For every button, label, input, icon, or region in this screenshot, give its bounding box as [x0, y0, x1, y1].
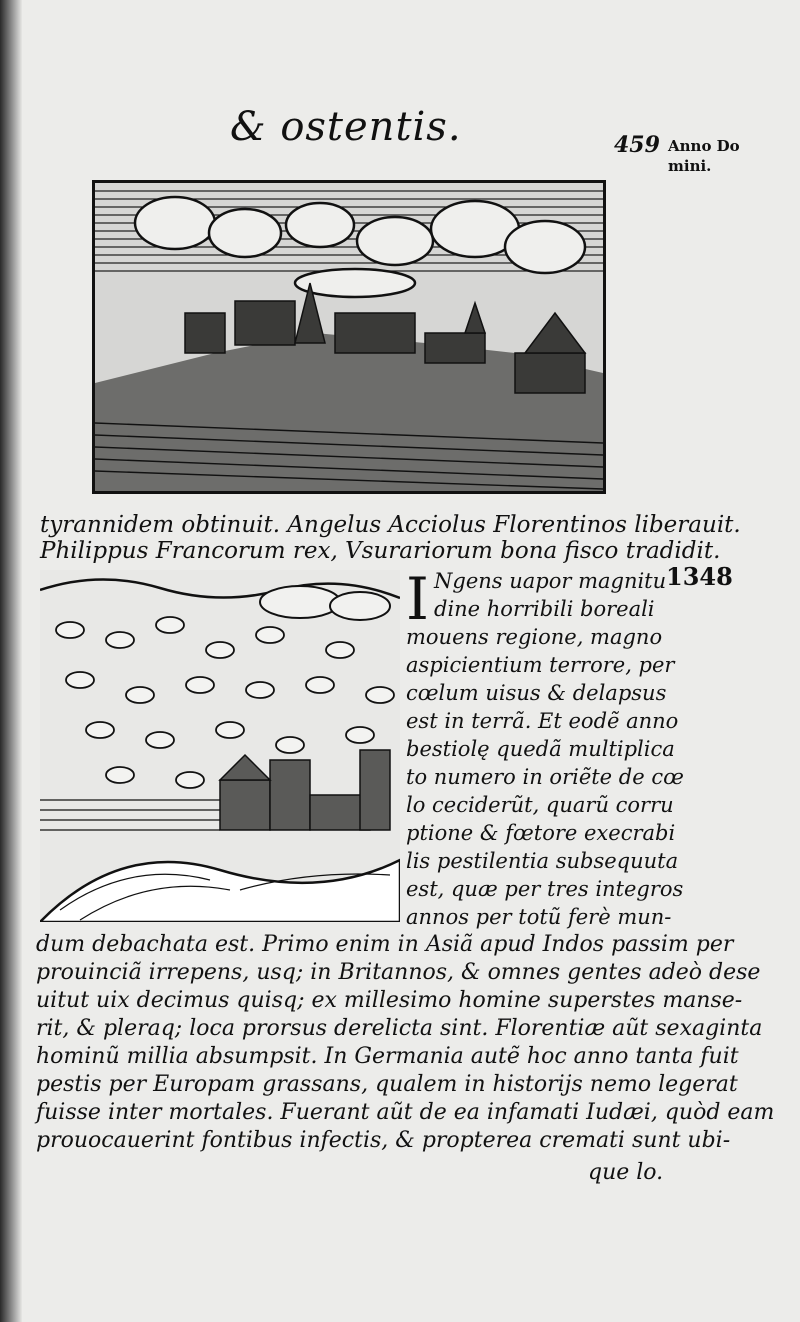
- text-line: hominũ millia absumpsit. In Germania autẽ hoc anno tanta fuit: [36, 1044, 739, 1069]
- woodcut-falling-creatures: [40, 570, 400, 922]
- text-line: prouocauerint fontibus infectis, & propterea cremati sunt ubi-: [36, 1128, 731, 1153]
- text-line: rit, & pleraq; loca prorsus derelicta sint. Florentiæ aũt sexaginta: [36, 1016, 763, 1041]
- text-line: dum debachata est. Primo enim in Asiã apud Indos passim per: [36, 932, 734, 957]
- margin-note-line: mini.: [668, 157, 712, 175]
- column-line: dine horribili boreali: [434, 597, 655, 621]
- drop-initial: I: [406, 565, 429, 633]
- column-line: lo ceciderũt, quarũ corru: [406, 793, 674, 817]
- column-line: est in terrã. Et eodẽ anno: [406, 709, 679, 733]
- text-line: Philippus Francorum rex, Vsurariorum bona fisco tradidit.: [40, 538, 721, 564]
- running-head: & ostentis.: [230, 104, 462, 150]
- column-line: Ngens uapor magnitu: [434, 569, 667, 593]
- column-line: ptione & fœtore execrabi: [406, 821, 676, 845]
- text-line: fuisse inter mortales. Fuerant aũt de ea infamati Iudæi, quòd eam: [36, 1100, 775, 1125]
- column-line: mouens regione, magno: [406, 625, 663, 649]
- woodcut-storm-town: [92, 180, 606, 494]
- text-line: uitut uix decimus quisq; ex millesimo homine superstes manse-: [36, 988, 743, 1013]
- text-line: pestis per Europam grassans, qualem in historijs nemo legerat: [36, 1072, 738, 1097]
- page-number: 459: [614, 132, 660, 158]
- catchword: que lo.: [588, 1160, 664, 1185]
- woodcut-falling-creatures-image: [40, 570, 400, 922]
- woodcut-storm-town-image: [95, 183, 603, 491]
- binding-gutter: [0, 0, 22, 1322]
- margin-note: [668, 136, 796, 176]
- column-line: aspicientium terrore, per: [406, 653, 675, 677]
- text-line: prouinciã irrepens, usq; in Britannos, & omnes gentes adeò dese: [36, 960, 761, 985]
- column-line: lis pestilentia subsequuta: [406, 849, 679, 873]
- margin-note-line: Anno Do: [668, 137, 740, 155]
- column-line: to numero in oriẽte de cœ: [406, 765, 684, 789]
- column-line: bestiolę quedã multiplica: [406, 737, 675, 761]
- column-line: cœlum uisus & delapsus: [406, 681, 667, 705]
- column-line: annos per totũ ferè mun-: [406, 905, 672, 929]
- margin-year: 1348: [666, 562, 733, 591]
- column-line: est, quæ per tres integros: [406, 877, 684, 901]
- text-line: tyrannidem obtinuit. Angelus Acciolus Florentinos liberauit.: [40, 512, 741, 538]
